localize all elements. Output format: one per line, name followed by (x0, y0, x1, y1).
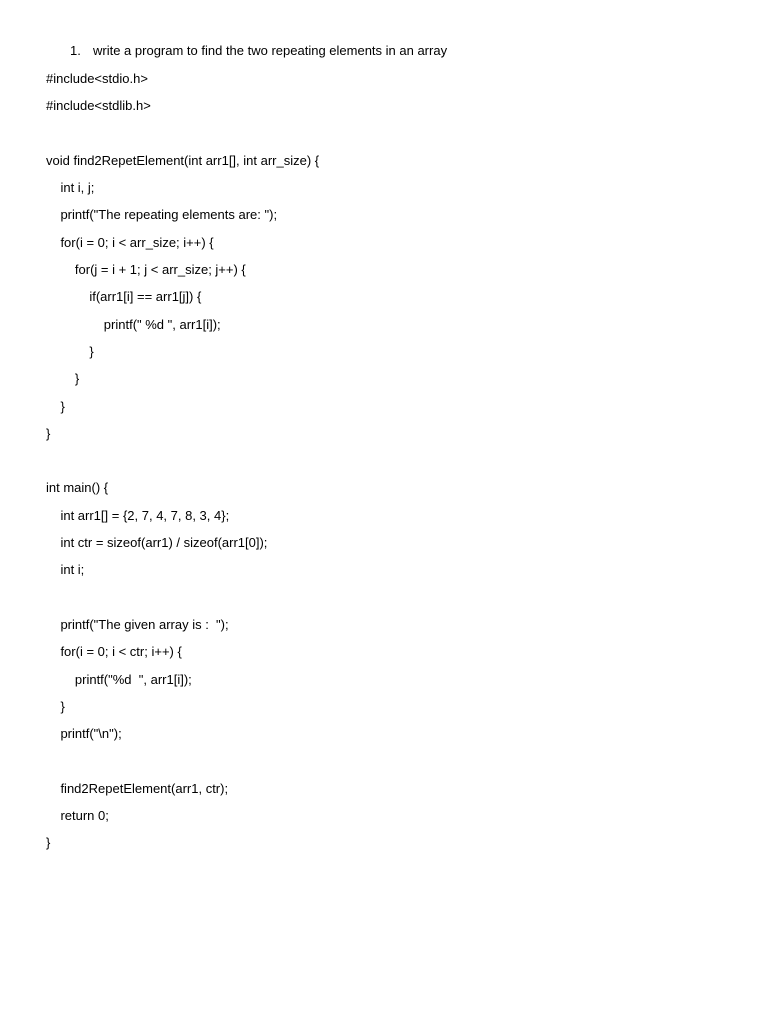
code-block (46, 70, 319, 862)
code-line: } (46, 398, 65, 414)
code-line: } (46, 698, 65, 714)
code-line: int ctr = sizeof(arr1) / sizeof(arr1[0]); (46, 535, 268, 551)
code-line (46, 589, 319, 616)
code-line: } (46, 425, 51, 441)
code-line (46, 452, 319, 479)
code-line: #include<stdlib.h> (46, 98, 151, 114)
code-line: void find2RepetElement(int arr1[], int arr_size) { (46, 152, 320, 168)
code-line: } (46, 835, 51, 851)
code-line: int i; (46, 562, 85, 578)
code-line: int arr1[] = {2, 7, 4, 7, 8, 3, 4}; (46, 507, 230, 523)
code-line: } (46, 343, 94, 359)
code-line: for(i = 0; i < ctr; i++) { (46, 644, 182, 660)
numbered-heading (70, 42, 447, 60)
code-line: #include<stdio.h> (46, 71, 148, 86)
code-line: printf("The given array is : "); (46, 616, 229, 632)
code-line: printf("The repeating elements are: "); (46, 207, 278, 223)
code-line: int i, j; (46, 180, 95, 196)
code-line: printf("\n"); (46, 726, 122, 742)
code-line: if(arr1[i] == arr1[j]) { (46, 289, 202, 305)
code-line: for(j = i + 1; j < arr_size; j++) { (46, 262, 246, 278)
code-line (46, 125, 319, 152)
code-line (46, 752, 319, 779)
heading-number: 1. (70, 43, 81, 58)
code-line: find2RepetElement(arr1, ctr); (46, 780, 229, 796)
code-line: return 0; (46, 808, 109, 824)
code-line: int main() { (46, 480, 109, 496)
code-line: } (46, 371, 80, 387)
heading-text: write a program to find the two repeating elements in an array (93, 43, 448, 58)
code-line: for(i = 0; i < arr_size; i++) { (46, 234, 214, 250)
code-line: printf("%d ", arr1[i]); (46, 671, 192, 687)
code-line: printf(" %d ", arr1[i]); (46, 316, 221, 332)
